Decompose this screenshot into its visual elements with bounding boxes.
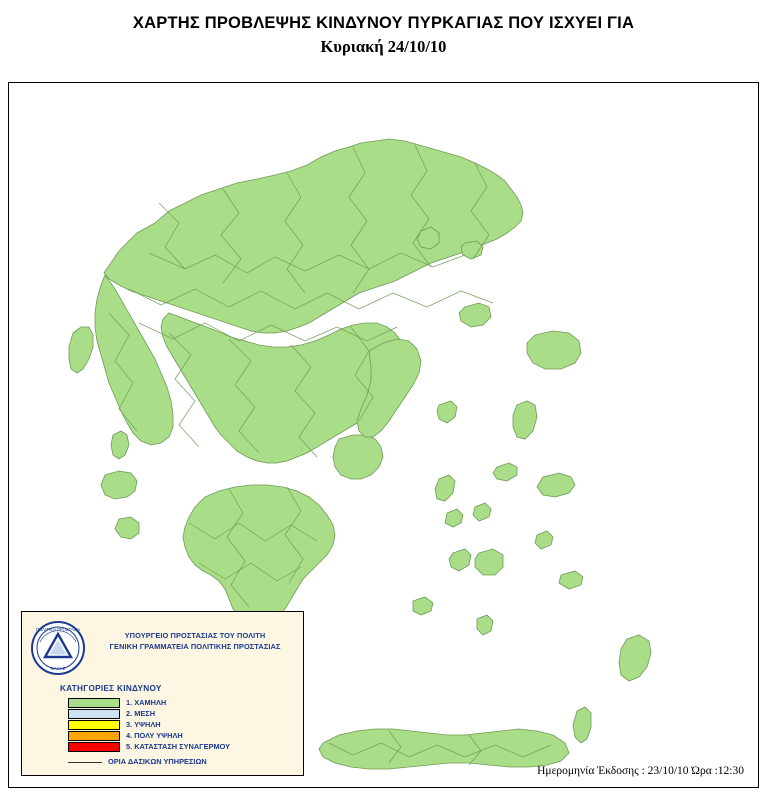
- legend-swatch-low: [68, 698, 120, 708]
- region-skyros: [437, 401, 457, 423]
- title-line-2: Κυριακή 24/10/10: [320, 37, 447, 56]
- page-title: [0, 14, 767, 57]
- legend-swatch-medium: [68, 709, 120, 719]
- legend-label-very-high: 4. ΠΟΛΥ ΥΨΗΛΗ: [126, 731, 183, 740]
- legend-organization: [90, 630, 300, 652]
- region-andros: [435, 475, 455, 501]
- region-attica: [333, 435, 383, 479]
- region-mainland-north: [104, 139, 523, 333]
- region-zakynthos: [115, 517, 139, 539]
- legend-org-line-1: ΥΠΟΥΡΓΕΙΟ ΠΡΟΣΤΑΣΙΑΣ ΤΟΥ ΠΟΛΙΤΗ: [124, 631, 266, 640]
- region-chios: [513, 401, 537, 439]
- legend-label-medium: 2. ΜΕΣΗ: [126, 709, 156, 718]
- region-santorini: [477, 615, 493, 635]
- region-limnos: [459, 303, 491, 327]
- region-kefalonia: [101, 471, 137, 499]
- region-rhodes: [619, 635, 651, 681]
- region-paros: [449, 549, 471, 571]
- region-karpathos: [573, 707, 591, 743]
- region-samos: [537, 473, 575, 497]
- legend-swatch-high: [68, 720, 120, 730]
- fire-risk-map: [8, 82, 759, 788]
- svg-text:ΠΟΛΙΤΙΚΗ ΠΡΟΣΤΑΣΙΑ: ΠΟΛΙΤΙΚΗ ΠΡΟΣΤΑΣΙΑ: [35, 627, 81, 632]
- region-milos: [413, 597, 433, 615]
- region-cyclades-north: [445, 509, 463, 527]
- region-lefkada: [111, 431, 129, 459]
- region-cyclades-mykonos: [473, 503, 491, 521]
- svg-text:ΕΛΛΑΣ: ΕΛΛΑΣ: [50, 666, 66, 671]
- legend-label-alert: 5. ΚΑΤΑΣΤΑΣΗ ΣΥΝΑΓΕΡΜΟΥ: [126, 742, 231, 751]
- region-ikaria: [493, 463, 517, 481]
- region-samothraki: [461, 241, 483, 259]
- title-line-1: ΧΑΡΤΗΣ ΠΡΟΒΛΕΨΗΣ ΚΙΝΔΥΝΟΥ ΠΥΡΚΑΓΙΑΣ ΠΟΥ ΙΣΧΥΕΙ ΓΙΑ: [132, 14, 635, 32]
- legend-label-boundaries: ΟΡΙΑ ΔΑΣΙΚΩΝ ΥΠΗΡΕΣΙΩΝ: [108, 757, 207, 766]
- civil-protection-logo-icon: [30, 620, 86, 676]
- region-dodecanese-north: [535, 531, 553, 549]
- map-legend: [21, 611, 304, 776]
- issue-date-time: Ημερομηνία Έκδοσης : 23/10/10 Ώρα :12:30: [537, 765, 744, 777]
- legend-swatch-very-high: [68, 731, 120, 741]
- region-lesvos: [527, 331, 581, 369]
- legend-label-high: 3. ΥΨΗΛΗ: [126, 720, 161, 729]
- legend-categories-title: ΚΑΤΗΓΟΡΙΕΣ ΚΙΝΔΥΝΟΥ: [60, 684, 162, 693]
- region-crete: [319, 729, 569, 769]
- legend-org-line-2: ΓΕΝΙΚΗ ΓΡΑΜΜΑΤΕΙΑ ΠΟΛΙΤΙΚΗΣ ΠΡΟΣΤΑΣΙΑΣ: [109, 642, 281, 651]
- legend-swatch-alert: [68, 742, 120, 752]
- boundary-line-icon: [68, 762, 102, 763]
- region-naxos: [475, 549, 503, 575]
- region-kos: [559, 571, 583, 589]
- region-corfu: [69, 327, 93, 373]
- legend-label-low: 1. ΧΑΜΗΛΗ: [126, 698, 167, 707]
- region-peloponnese: [183, 485, 335, 625]
